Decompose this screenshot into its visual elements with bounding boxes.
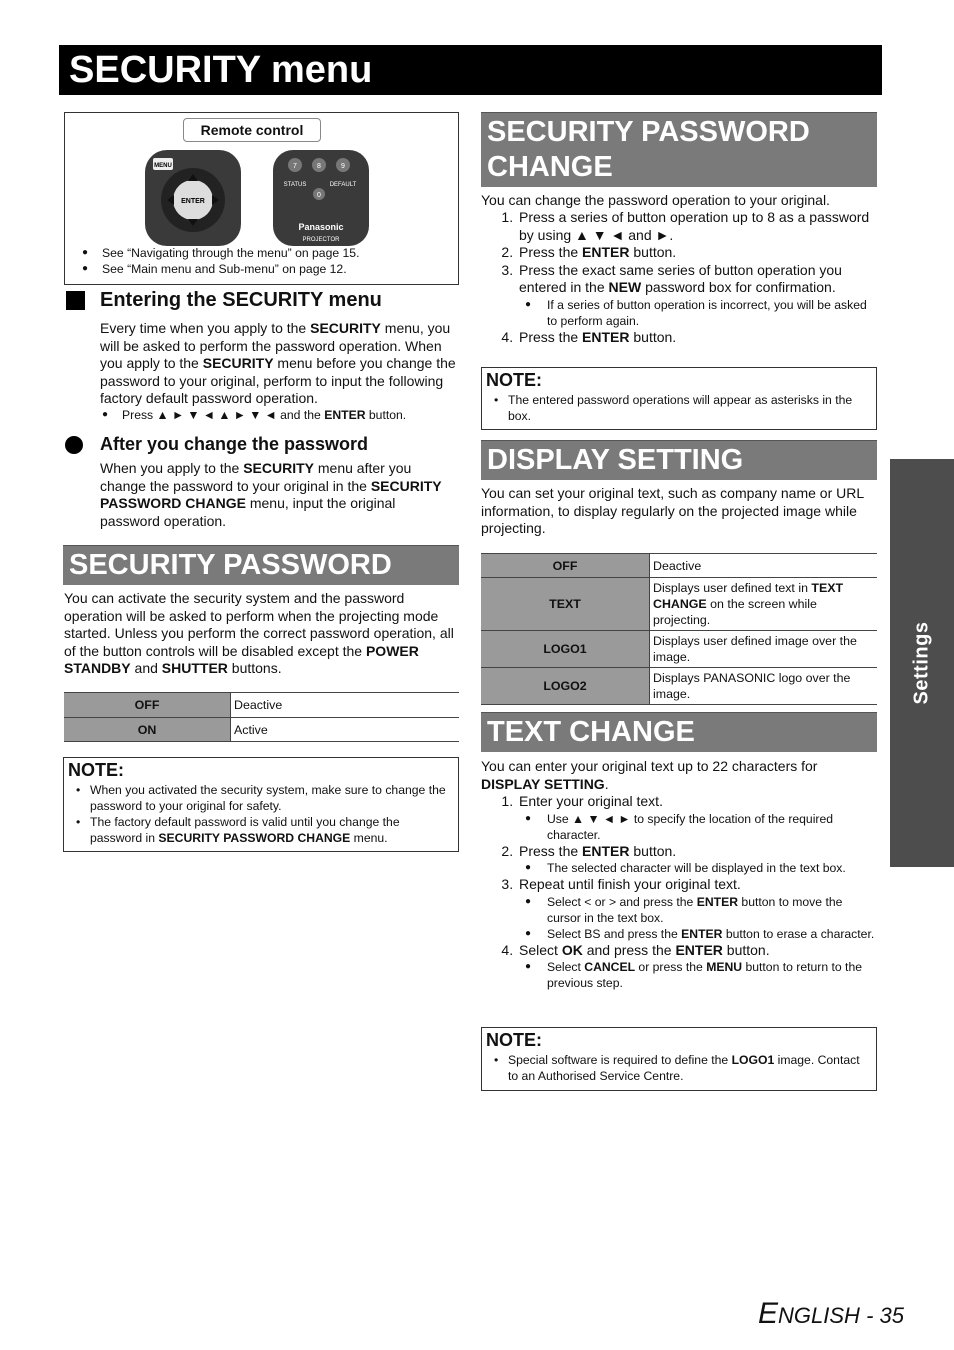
step-item: 3. Repeat until finish your original text. ● Select < or > and press the ENTER button to move the cursor in the text box. ● Select BS and press the ENTER button to erase a character. [517, 876, 877, 942]
step-item: 4. Press the ENTER button. [517, 329, 877, 347]
step-item: 1. Press a series of button operation up to 8 as a password by using ▲ ▼ ◄ and ►. [517, 209, 877, 244]
note-title: NOTE: [68, 760, 124, 780]
enter-button: ENTER [181, 198, 205, 205]
footer-language: NGLISH [778, 1303, 860, 1328]
projector-label: PROJECTOR [302, 237, 340, 243]
footer-language-initial: E [758, 1297, 779, 1330]
display-setting-heading: DISPLAY SETTING [481, 440, 877, 480]
note-list [68, 782, 454, 846]
remote-control-label: Remote control [183, 118, 321, 142]
default-password-list [100, 407, 482, 423]
note-item: • When you activated the security system, make sure to change the password to your original for safety. [90, 782, 454, 814]
security-password-table [64, 692, 459, 742]
table-row: OFF Deactive [481, 554, 877, 578]
table-row: ON Active [64, 718, 459, 742]
table-row: LOGO1 Displays user defined image over the image. [481, 631, 877, 668]
security-password-heading: SECURITY PASSWORD [63, 545, 459, 585]
password-change-steps [481, 209, 877, 347]
step-note: ● Select CANCEL or press the MENU button to return to the previous step. [545, 959, 877, 991]
after-paragraph: When you apply to the SECURITY menu after you change the password to your original in the SECURITY PASSWORD CHANGE menu, input the original password operation. [100, 460, 442, 529]
entering-heading: Entering the SECURITY menu [100, 289, 382, 311]
page-number: 35 [879, 1303, 904, 1328]
panasonic-logo: Panasonic [298, 222, 344, 232]
table-row: TEXT Displays user defined text in TEXT CHANGE on the screen while projecting. [481, 578, 877, 631]
key-0-label: 0 [317, 192, 321, 199]
key-7-label: 7 [293, 163, 297, 170]
step-note: ● Use ▲ ▼ ◄ ► to specify the location of the required character. [545, 811, 877, 843]
note-item: • Special software is required to define the LOGO1 image. Contact to an Authorised Service Centre. [508, 1052, 872, 1084]
menu-label: MENU [154, 163, 172, 169]
remote-illustration [143, 148, 373, 248]
default-label: DEFAULT [329, 182, 357, 188]
text-change-steps [481, 793, 877, 991]
step-item: 3. Press the exact same series of button operation you entered in the NEW password box for confirmation. ● If a series of button operation is incorrect, you will be asked to perform again. [517, 262, 877, 329]
note-item: • The entered password operations will appear as asterisks in the box. [508, 392, 872, 424]
table-row: OFF Deactive [64, 693, 459, 718]
remote-control-box [64, 112, 459, 285]
key-8-label: 8 [317, 163, 321, 170]
password-change-note [481, 367, 877, 430]
note-list [486, 392, 872, 424]
after-heading: After you change the password [100, 434, 369, 454]
step-note: ● Select < or > and press the ENTER button to move the cursor in the text box. [545, 894, 877, 926]
page-footer [700, 1298, 904, 1332]
security-password-paragraph: You can activate the security system and the password operation will be asked to perform when the projecting mode started. Unless you perform the correct password operation, all of the button controls will be disabled except the POWER STANDBY and SHUTTER buttons. [64, 590, 454, 677]
step-note: ● Select BS and press the ENTER button to erase a character. [545, 926, 877, 942]
note-list [486, 1052, 872, 1084]
footer-separator: - [859, 1303, 880, 1328]
square-bullet-icon [66, 291, 85, 310]
default-password-item: ● Press ▲ ► ▼ ◄ ▲ ► ▼ ◄ and the ENTER button. [122, 407, 482, 423]
page-title: SECURITY menu [59, 45, 882, 95]
password-change-intro: You can change the password operation to your original. [481, 192, 830, 208]
display-setting-table [481, 553, 877, 705]
step-item: 2. Press the ENTER button. ● The selected character will be displayed in the text box. [517, 843, 877, 877]
reference-item: ● See “Main menu and Sub-menu” on page 12. [82, 262, 347, 276]
circle-bullet-icon [65, 436, 83, 454]
entering-paragraph: Every time when you apply to the SECURITY menu, you will be asked to perform the password operation. When you apply to the SECURITY menu before you change the password to your original, perform to input the following factory default password operation. [100, 320, 456, 407]
key-9-label: 9 [341, 163, 345, 170]
step-note: ● The selected character will be displayed in the text box. [545, 860, 877, 876]
security-password-note [63, 757, 459, 852]
step-note: ● If a series of button operation is incorrect, you will be asked to perform again. [545, 297, 877, 329]
display-setting-intro: You can set your original text, such as company name or URL information, to display regularly on the projected image while projecting. [481, 485, 864, 537]
password-change-heading: SECURITY PASSWORD CHANGE [481, 112, 877, 187]
remote-references [82, 245, 359, 277]
side-tab-settings [890, 459, 954, 867]
note-title: NOTE: [486, 1030, 542, 1050]
text-change-note [481, 1027, 877, 1091]
step-item: 4. Select OK and press the ENTER button. ● Select CANCEL or press the MENU button to return to the previous step. [517, 942, 877, 992]
step-item: 2. Press the ENTER button. [517, 244, 877, 262]
side-tab-label: Settings [910, 621, 933, 705]
text-change-intro: You can enter your original text up to 22 characters for DISPLAY SETTING. [481, 758, 818, 792]
reference-item: ● See “Navigating through the menu” on page 15. [82, 246, 360, 260]
note-item: • The factory default password is valid until you change the password in SECURITY PASSWORD CHANGE menu. [90, 814, 454, 846]
step-item: 1. Enter your original text. ● Use ▲ ▼ ◄ ► to specify the location of the required character. [517, 793, 877, 843]
table-row: LOGO2 Displays PANASONIC logo over the image. [481, 668, 877, 705]
status-label: STATUS [283, 182, 307, 188]
note-title: NOTE: [486, 370, 542, 390]
text-change-heading: TEXT CHANGE [481, 712, 877, 752]
